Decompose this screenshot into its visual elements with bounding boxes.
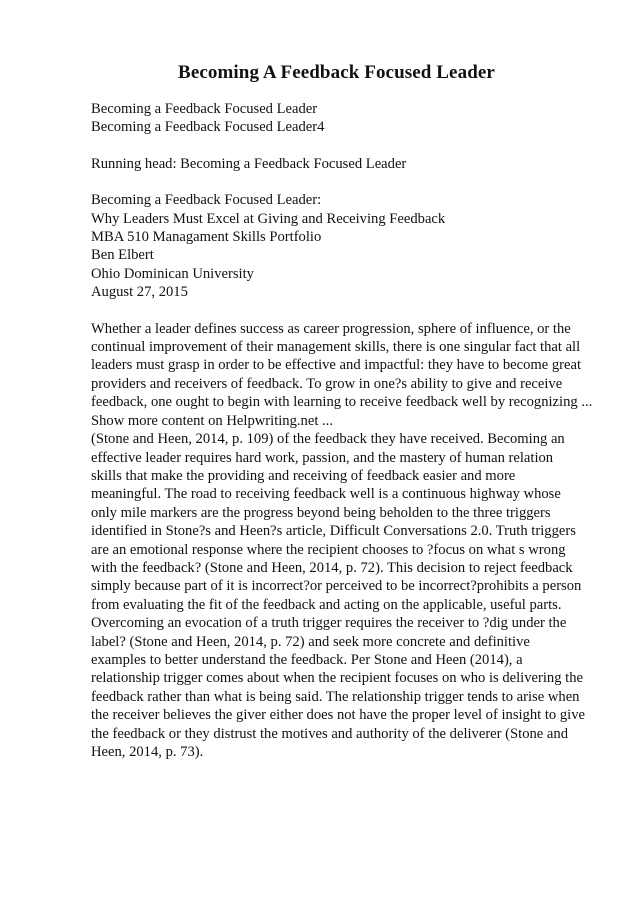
header-line: Becoming a Feedback Focused Leader	[91, 101, 318, 117]
body-line: from evaluating the fit of the feedback and acting on the applicable, useful parts.	[91, 596, 562, 613]
running-head: Running head: Becoming a Feedback Focused Leader	[91, 155, 407, 172]
header-block	[91, 100, 586, 137]
body-line: identified in Stone?s and Heen?s article, Difficult Conversations 2.0. Truth triggers	[91, 523, 576, 540]
body-line: feedback rather than what is being said. The relationship trigger tends to arise when	[91, 688, 580, 705]
running-head-block	[91, 155, 586, 173]
body-line: feedback, one ought to begin with learning to receive feedback well by recognizing ...	[91, 394, 593, 411]
body-line: leaders must grasp in order to be effective and impactful: they have to become great	[91, 357, 582, 374]
title-page-line: Ben Elbert	[91, 247, 154, 264]
body-line: effective leader requires hard work, passion, and the mastery of human relation	[91, 449, 554, 466]
title-page-line: Why Leaders Must Excel at Giving and Receiving Feedback	[91, 210, 446, 227]
body-line: Overcoming an evocation of a truth trigger requires the receiver to ?dig under the	[91, 615, 567, 632]
body-line: Whether a leader defines success as career progression, sphere of influence, or the	[91, 320, 571, 337]
body-line: examples to better understand the feedback. Per Stone and Heen (2014), a	[91, 651, 523, 668]
spacer	[91, 302, 586, 320]
header-line: Becoming a Feedback Focused Leader4	[91, 119, 325, 136]
body-line: meaningful. The road to receiving feedback well is a continuous highway whose	[91, 486, 561, 503]
title-page-line: MBA 510 Managament Skills Portfolio	[91, 229, 322, 246]
body-line: relationship trigger comes about when the recipient focuses on who is delivering the	[91, 670, 583, 687]
body-line: label? (Stone and Heen, 2014, p. 72) and seek more concrete and definitive	[91, 633, 530, 650]
spacer	[91, 173, 586, 191]
title-page-block	[91, 191, 586, 301]
document-title: Becoming A Feedback Focused Leader	[178, 62, 495, 83]
body-line: with the feedback? (Stone and Heen, 2014, p. 72). This decision to reject feedback	[91, 559, 573, 576]
body-line: Heen, 2014, p. 73).	[91, 744, 204, 760]
title-page-line: Ohio Dominican University	[91, 265, 254, 282]
body-line: only mile markers are the progress beyond being beholden to the three triggers	[91, 504, 551, 521]
title-page-line: Becoming a Feedback Focused Leader:	[91, 192, 322, 209]
body-line: skills that make the providing and receiving of feedback easier and more	[91, 467, 516, 484]
title-page-line: August 27, 2015	[91, 284, 188, 301]
spacer	[91, 137, 586, 155]
body-paragraph	[91, 320, 593, 762]
body-line: simply because part of it is incorrect?or perceived to be incorrect?prohibits a person	[91, 578, 582, 595]
body-line: are an emotional response where the recipient chooses to ?focus on what s wrong	[91, 541, 566, 558]
body-line: continual improvement of their management skills, there is one singular fact that all	[91, 339, 581, 356]
body-line: providers and receivers of feedback. To grow in one?s ability to give and receive	[91, 375, 563, 392]
body-line: the feedback or they distrust the motives and authority of the deliverer (Stone and	[91, 725, 568, 742]
body-line: the receiver believes the giver either does not have the proper level of insight to give	[91, 707, 585, 724]
body-line: (Stone and Heen, 2014, p. 109) of the feedback they have received. Becoming an	[91, 431, 565, 448]
body-line: Show more content on Helpwriting.net ...	[91, 412, 333, 429]
